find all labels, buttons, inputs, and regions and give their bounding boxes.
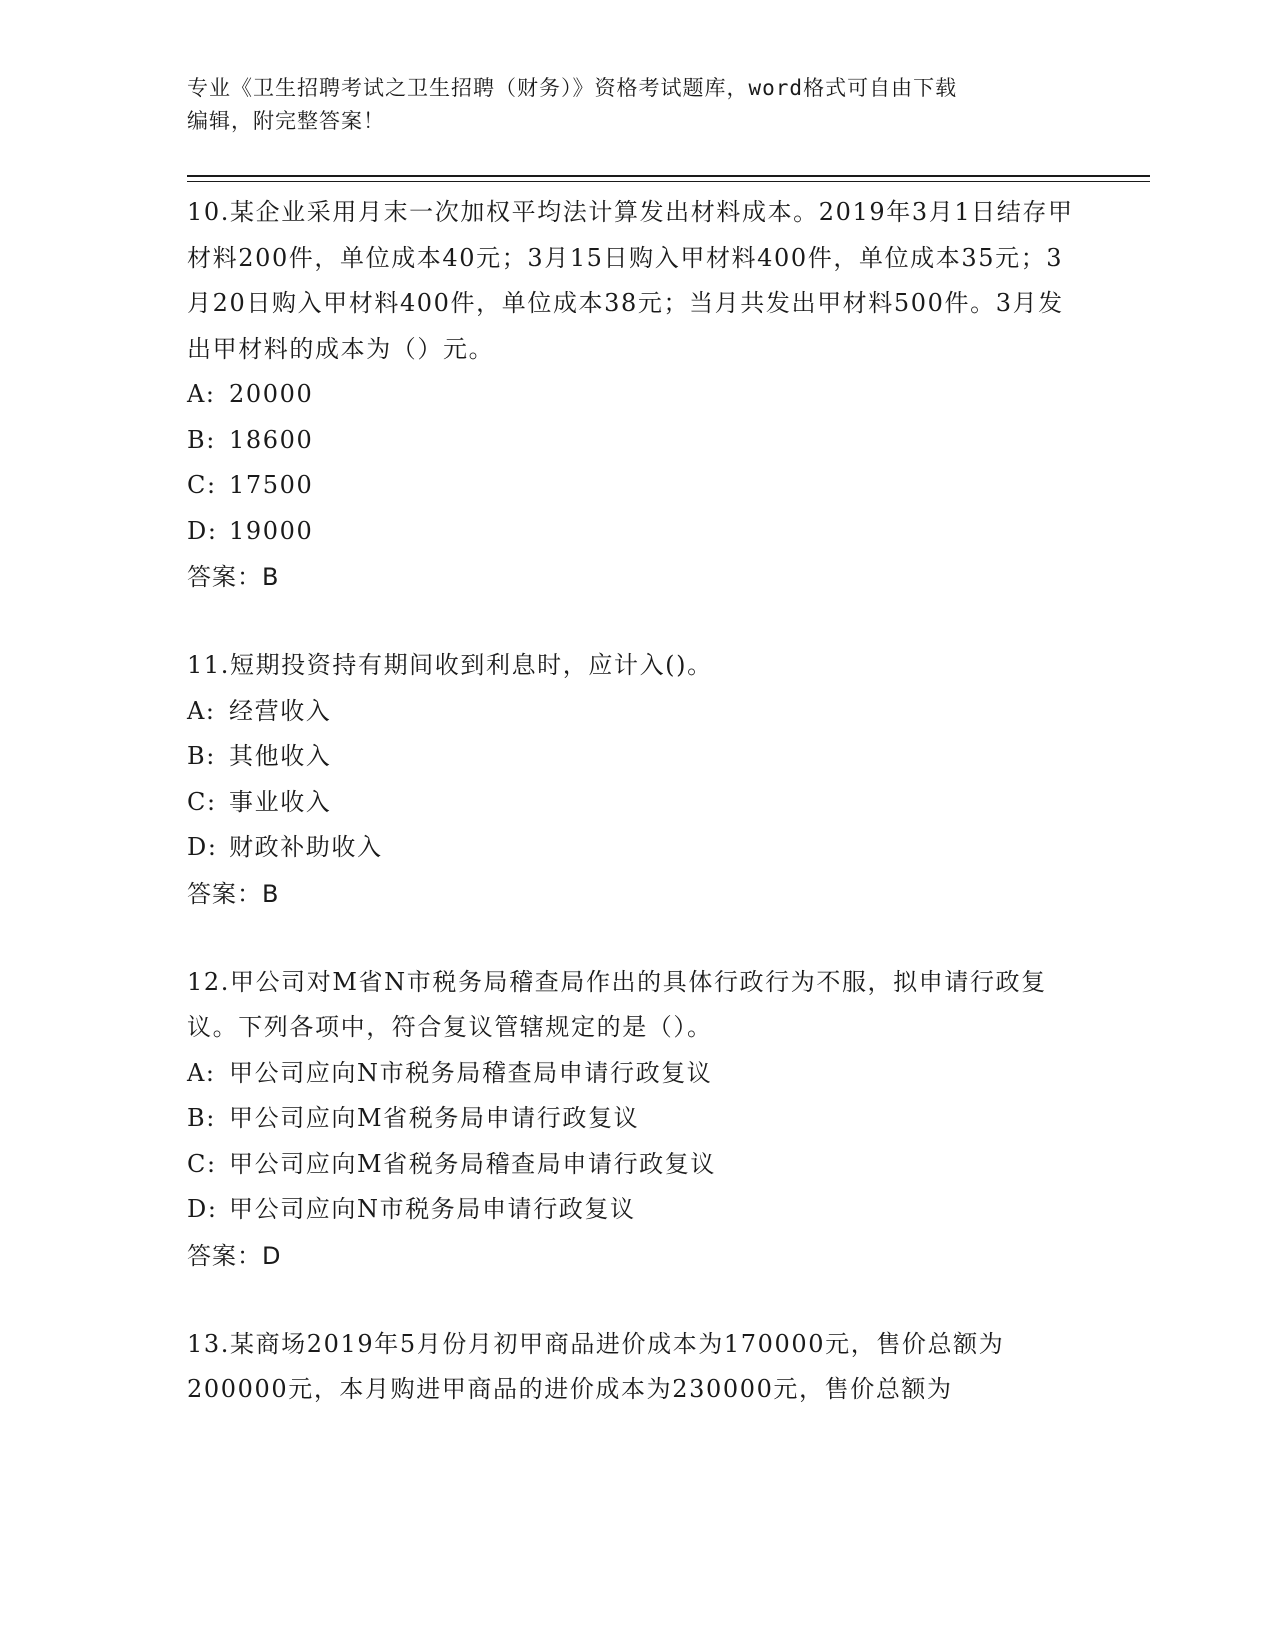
option-c bbox=[187, 1142, 1087, 1188]
option-list bbox=[187, 689, 1087, 871]
option-text: 经营收入 bbox=[229, 696, 332, 725]
option-text: 19000 bbox=[229, 516, 314, 545]
option-d bbox=[187, 509, 1087, 555]
option-text: 事业收入 bbox=[229, 787, 332, 816]
option-key: D: bbox=[187, 516, 218, 545]
option-a bbox=[187, 689, 1087, 735]
option-a bbox=[187, 1051, 1087, 1097]
option-text: 其他收入 bbox=[229, 742, 332, 770]
option-key: D: bbox=[187, 833, 218, 861]
option-text: 甲公司应向M省税务局稽查局申请行政复议 bbox=[229, 1149, 716, 1178]
question-stem: 10.某企业采用月末一次加权平均法计算发出材料成本。2019年3月1日结存甲材料200件，单位成本40元；3月15日购入甲材料400件，单位成本35元；3月20日购入甲材料400件，单位成本38元；当月共发出甲材料500件。3月发出甲材料的成本为（）元。 bbox=[187, 198, 1074, 363]
question-list bbox=[187, 190, 1087, 1456]
answer-line: 答案：D bbox=[187, 1241, 282, 1270]
document-header bbox=[187, 72, 1087, 138]
question-stem: 12.甲公司对M省N市税务局稽查局作出的具体行政行为不服，拟申请行政复议。下列各项中，符合复议管辖规定的是（）。 bbox=[187, 967, 1047, 1041]
question-10 bbox=[187, 190, 1087, 600]
option-key: D: bbox=[187, 1195, 218, 1223]
question-stem: 11.短期投资持有期间收到利息时，应计入()。 bbox=[187, 651, 713, 679]
answer-line: 答案：B bbox=[187, 879, 280, 908]
option-key: C: bbox=[187, 787, 217, 816]
header-line-2: 编辑，附完整答案！ bbox=[187, 109, 385, 133]
option-a bbox=[187, 372, 1087, 418]
option-key: B: bbox=[187, 742, 216, 770]
option-text: 20000 bbox=[229, 380, 314, 408]
option-text: 甲公司应向N市税务局稽查局申请行政复议 bbox=[229, 1058, 713, 1087]
option-c bbox=[187, 463, 1087, 509]
option-key: B: bbox=[187, 1104, 216, 1132]
option-text: 17500 bbox=[229, 471, 314, 499]
option-key: A: bbox=[187, 696, 216, 725]
question-11 bbox=[187, 643, 1087, 917]
answer-line: 答案：B bbox=[187, 563, 280, 591]
option-list bbox=[187, 372, 1087, 554]
header-rule-thick bbox=[187, 175, 1150, 177]
option-list bbox=[187, 1051, 1087, 1233]
option-b bbox=[187, 418, 1087, 464]
option-d bbox=[187, 1187, 1087, 1233]
option-b bbox=[187, 1096, 1087, 1142]
option-c bbox=[187, 780, 1087, 826]
option-key: C: bbox=[187, 471, 217, 499]
option-key: B: bbox=[187, 425, 216, 454]
header-line-1: 专业《卫生招聘考试之卫生招聘（财务）》资格考试题库，word格式可自由下载 bbox=[187, 76, 958, 100]
option-text: 甲公司应向N市税务局申请行政复议 bbox=[229, 1195, 636, 1223]
option-b bbox=[187, 734, 1087, 780]
option-text: 财政补助收入 bbox=[229, 833, 383, 861]
option-text: 甲公司应向M省税务局申请行政复议 bbox=[229, 1104, 640, 1132]
question-stem: 13.某商场2019年5月份月初甲商品进价成本为170000元，售价总额为200000元，本月购进甲商品的进价成本为230000元，售价总额为 bbox=[187, 1329, 1005, 1403]
question-12 bbox=[187, 960, 1087, 1279]
option-key: A: bbox=[187, 1058, 216, 1087]
question-13 bbox=[187, 1322, 1087, 1413]
header-rule-thin bbox=[187, 181, 1150, 182]
option-d bbox=[187, 825, 1087, 871]
option-key: C: bbox=[187, 1149, 217, 1178]
option-text: 18600 bbox=[229, 425, 314, 454]
option-key: A: bbox=[187, 380, 216, 408]
